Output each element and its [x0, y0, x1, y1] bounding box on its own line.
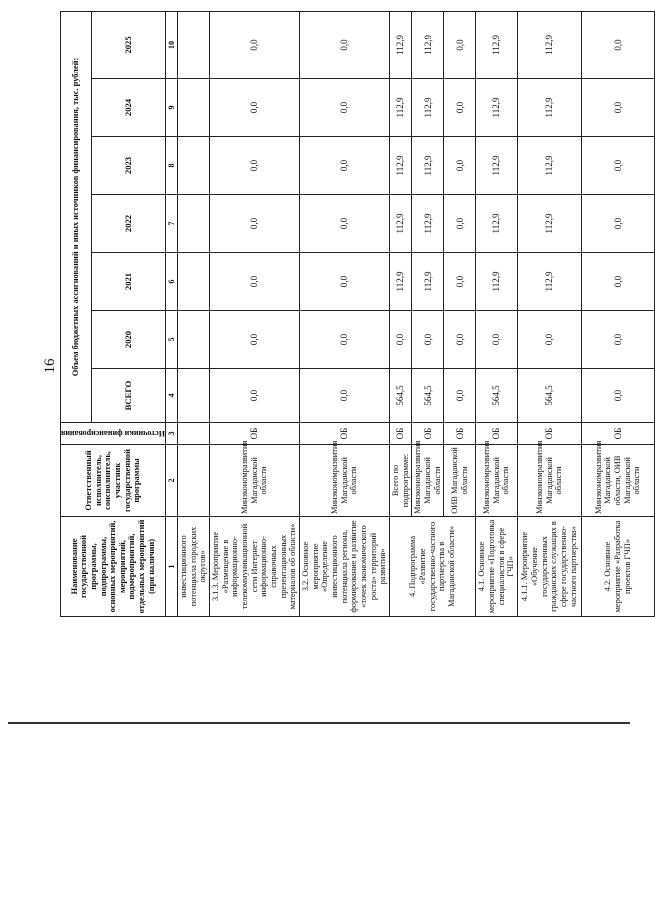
value-cell: 112,9	[389, 79, 411, 137]
row-source: ОБ	[210, 423, 300, 445]
value-cell: 0,0	[444, 195, 476, 253]
page-number: 16	[42, 358, 58, 374]
row-source: ОБ	[389, 423, 411, 445]
value-cell: 0,0	[444, 11, 476, 78]
value-cell: 0,0	[210, 137, 300, 195]
column-index: 10	[165, 11, 177, 78]
value-cell: 112,9	[476, 11, 518, 78]
value-cell: 112,9	[517, 195, 581, 253]
value-cell	[178, 195, 210, 253]
row-source: ОБ	[300, 423, 390, 445]
row-source: ОБ	[517, 423, 581, 445]
table-row	[517, 11, 581, 616]
value-cell: 0,0	[581, 195, 654, 253]
row-name: 3.1.3. Мероприятие «Размещение в информационно-телекоммуникационной сети Интернет информационно-справочных презентационных материалов об области»	[210, 517, 300, 617]
value-cell: 0,0	[412, 311, 444, 369]
row-executor: Всего по подпрограмме:	[389, 445, 411, 517]
column-index: 4	[165, 369, 177, 423]
value-cell: 0,0	[581, 79, 654, 137]
table-row	[210, 11, 300, 616]
value-cell: 112,9	[517, 137, 581, 195]
value-cell: 112,9	[389, 195, 411, 253]
row-executor: Минэкономразвития Магаданской области	[300, 445, 390, 517]
value-cell: 564,5	[517, 369, 581, 423]
value-cell: 0,0	[581, 253, 654, 311]
value-cell: 112,9	[412, 195, 444, 253]
row-name: 3.2. Основное мероприятие «Определение инвестиционного потенциала региона, формирование и развитие «точек экономического роста» территорий развития»	[300, 517, 390, 617]
value-cell: 0,0	[517, 311, 581, 369]
value-cell: 0,0	[444, 369, 476, 423]
value-cell: 0,0	[300, 369, 390, 423]
value-cell: 112,9	[412, 11, 444, 78]
value-cell: 0,0	[581, 369, 654, 423]
value-cell	[178, 369, 210, 423]
value-cell: 0,0	[300, 253, 390, 311]
value-cell: 0,0	[444, 137, 476, 195]
column-index: 8	[165, 137, 177, 195]
header-year: 2021	[92, 253, 166, 311]
value-cell: 0,0	[444, 311, 476, 369]
row-name: 4.2. Основное мероприятие «Разработка проектов ГЧП»	[581, 517, 654, 617]
value-cell: 0,0	[581, 311, 654, 369]
value-cell: 0,0	[210, 253, 300, 311]
value-cell: 564,5	[389, 369, 411, 423]
row-executor: Минэкономразвития Магаданской области	[412, 445, 444, 517]
value-cell: 0,0	[210, 369, 300, 423]
value-cell: 0,0	[300, 137, 390, 195]
value-cell: 112,9	[389, 253, 411, 311]
table-row	[476, 11, 518, 616]
value-cell: 0,0	[210, 195, 300, 253]
value-cell: 112,9	[476, 79, 518, 137]
rotated-table-container	[60, 12, 642, 617]
value-cell: 112,9	[517, 79, 581, 137]
header-year: 2020	[92, 311, 166, 369]
column-index: 6	[165, 253, 177, 311]
table-row	[300, 11, 390, 616]
column-index: 3	[165, 423, 177, 445]
value-cell: 112,9	[476, 137, 518, 195]
column-index: 1	[165, 517, 177, 617]
value-cell: 112,9	[517, 11, 581, 78]
row-name: инвестиционного потенциала городских округов»	[178, 517, 210, 617]
value-cell: 112,9	[412, 253, 444, 311]
header-year: 2022	[92, 195, 166, 253]
table-row	[581, 11, 654, 616]
value-cell: 112,9	[476, 253, 518, 311]
header-name: Наименование государственной программы, подпрограммы, основных мероприятий, мероприятий, подмероприятий, отдельных мероприятий (при наличии)	[61, 517, 166, 617]
value-cell	[178, 11, 210, 78]
row-executor	[178, 445, 210, 517]
value-cell: 0,0	[300, 311, 390, 369]
row-name: 4. Подпрограмма «Развитие государственно-частного партнерства в Магаданской области»	[389, 517, 475, 617]
header-year: 2025	[92, 11, 166, 78]
column-index: 5	[165, 311, 177, 369]
header-total: ВСЕГО	[92, 369, 166, 423]
value-cell	[178, 137, 210, 195]
value-cell: 564,5	[412, 369, 444, 423]
row-source: ОБ	[444, 423, 476, 445]
table-row	[389, 11, 411, 616]
value-cell: 0,0	[210, 311, 300, 369]
value-cell	[178, 79, 210, 137]
header-executor: Ответственный исполнитель, соисполнитель, участник государственной программы	[61, 445, 166, 517]
value-cell: 0,0	[581, 11, 654, 78]
header-source-label: Источники финансирования	[61, 429, 165, 439]
value-cell: 564,5	[476, 369, 518, 423]
column-index: 9	[165, 79, 177, 137]
value-cell: 112,9	[389, 137, 411, 195]
value-cell: 0,0	[210, 11, 300, 78]
column-index: 7	[165, 195, 177, 253]
header-source	[61, 423, 166, 445]
value-cell: 112,9	[517, 253, 581, 311]
value-cell: 112,9	[389, 11, 411, 78]
value-cell: 0,0	[476, 311, 518, 369]
value-cell: 0,0	[300, 79, 390, 137]
value-cell: 112,9	[476, 195, 518, 253]
value-cell: 0,0	[389, 311, 411, 369]
header-year: 2024	[92, 79, 166, 137]
value-cell: 112,9	[412, 137, 444, 195]
value-cell: 0,0	[300, 195, 390, 253]
value-cell: 0,0	[210, 79, 300, 137]
value-cell: 112,9	[412, 79, 444, 137]
row-executor: Минэкономразвития Магаданской области	[476, 445, 518, 517]
column-index: 2	[165, 445, 177, 517]
value-cell: 0,0	[444, 253, 476, 311]
row-executor: Минэкономразвития Магаданской области, ОИВ Магаданской области	[581, 445, 654, 517]
row-executor: Минэкономразвития Магаданской области	[517, 445, 581, 517]
header-volume: Объем бюджетных ассигнований и иных источников финансирования, тыс. рублей:	[61, 11, 92, 422]
value-cell	[178, 311, 210, 369]
budget-table	[60, 11, 655, 617]
row-name: 4.1.1. Мероприятие «Обучение государственных гражданских служащих в сфере государственно-частного партнерства»	[517, 517, 581, 617]
row-executor: ОИВ Магаданской области	[444, 445, 476, 517]
row-source	[178, 423, 210, 445]
row-source: ОБ	[412, 423, 444, 445]
value-cell: 0,0	[300, 11, 390, 78]
row-executor: Минэкономразвития Магаданской области	[210, 445, 300, 517]
row-source: ОБ	[581, 423, 654, 445]
value-cell	[178, 253, 210, 311]
value-cell: 0,0	[444, 79, 476, 137]
row-name: 4.1. Основное мероприятие «Подготовка специалистов в сфере ГЧП»	[476, 517, 518, 617]
page-divider	[8, 722, 630, 724]
header-year: 2023	[92, 137, 166, 195]
table-row	[178, 11, 210, 616]
row-source: ОБ	[476, 423, 518, 445]
value-cell: 0,0	[581, 137, 654, 195]
